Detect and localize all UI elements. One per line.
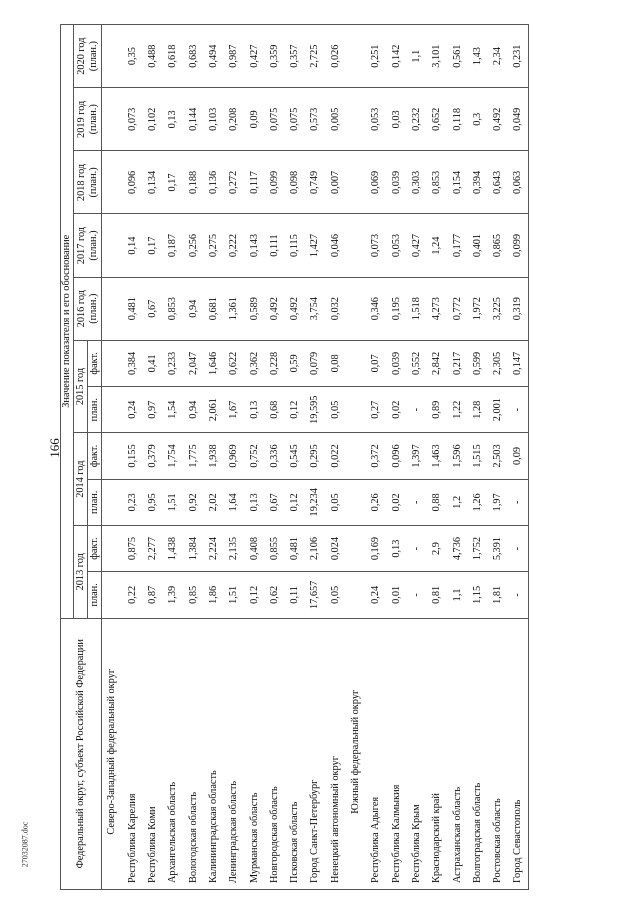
value-cell: 0,589 (244, 277, 264, 340)
subject-name: Республика Адыгея (366, 618, 386, 889)
value-cell (346, 340, 366, 386)
value-cell: 19,234 (305, 479, 325, 525)
value-cell: 0,683 (183, 25, 203, 88)
value-cell: 2,305 (488, 340, 508, 386)
table-row (447, 25, 467, 890)
fact-subheader: факт. (88, 525, 102, 571)
value-cell: - (508, 387, 529, 433)
page-number: 166 (47, 438, 62, 458)
value-cell (102, 25, 123, 88)
value-cell: 0,652 (427, 88, 447, 151)
value-cell: 1,972 (467, 277, 487, 340)
value-cell: 1,67 (224, 387, 244, 433)
subject-name: Архангельская область (163, 618, 183, 889)
value-cell: 0,749 (305, 151, 325, 214)
value-cell: 0,681 (203, 277, 223, 340)
value-cell: 0,67 (143, 277, 163, 340)
value-cell: - (508, 479, 529, 525)
value-cell: 0,772 (447, 277, 467, 340)
value-cell: 1,54 (163, 387, 183, 433)
value-cell: 0,12 (244, 572, 264, 618)
value-cell: 0,427 (244, 25, 264, 88)
value-cell: 0,02 (386, 479, 406, 525)
value-cell: 0,099 (264, 151, 284, 214)
year-header-2014: 2014 год (74, 433, 88, 526)
value-cell: 0,853 (163, 277, 183, 340)
value-cell: 0,169 (366, 525, 386, 571)
table-row (122, 25, 142, 890)
value-cell: 0,177 (447, 214, 467, 277)
value-cell: 0,005 (325, 88, 345, 151)
value-cell: 0,295 (305, 433, 325, 479)
value-cell: 1,754 (163, 433, 183, 479)
value-cell: - (406, 479, 426, 525)
value-cell: 0,552 (406, 340, 426, 386)
value-cell: 0,85 (183, 572, 203, 618)
value-cell: 0,147 (508, 340, 529, 386)
value-cell: 0,032 (325, 277, 345, 340)
value-cell: 1,51 (163, 479, 183, 525)
value-cell: 0,022 (325, 433, 345, 479)
value-cell: 1,15 (467, 572, 487, 618)
table-row (508, 25, 529, 890)
table-row (325, 25, 345, 890)
value-cell: 1,22 (447, 387, 467, 433)
value-cell: 0,231 (508, 25, 529, 88)
section-row (346, 25, 366, 890)
value-cell: 1,463 (427, 433, 447, 479)
value-cell: 1,39 (163, 572, 183, 618)
value-cell: 0,26 (366, 479, 386, 525)
value-cell: 0,188 (183, 151, 203, 214)
federal-district-name: Северо-Западный федеральный округ (102, 618, 123, 889)
value-cell: 0,24 (122, 387, 142, 433)
value-cell (102, 214, 123, 277)
table-row (406, 25, 426, 890)
value-cell: 0,853 (427, 151, 447, 214)
value-cell: 0,97 (143, 387, 163, 433)
year-header-2020: 2020 год (план.) (74, 25, 102, 88)
value-cell: 1,775 (183, 433, 203, 479)
value-cell: 0,969 (224, 433, 244, 479)
value-group-header: Значение показателя и его обоснование (61, 25, 74, 619)
value-cell: 2,277 (143, 525, 163, 571)
subject-name: Калининградская область (203, 618, 223, 889)
value-cell: 0,232 (406, 88, 426, 151)
value-cell: 0,073 (122, 88, 142, 151)
value-cell: 0,155 (122, 433, 142, 479)
value-cell: 0,272 (224, 151, 244, 214)
value-cell (346, 433, 366, 479)
value-cell: 0,069 (366, 151, 386, 214)
federal-district-name: Южный федеральный округ (346, 618, 366, 889)
subject-name: Вологодская область (183, 618, 203, 889)
table-row (143, 25, 163, 890)
value-cell: 0,039 (386, 340, 406, 386)
value-cell: 0,096 (386, 433, 406, 479)
value-cell: 2,224 (203, 525, 223, 571)
table-row (386, 25, 406, 890)
value-cell: 0,59 (285, 340, 305, 386)
value-cell: 0,195 (386, 277, 406, 340)
table-body (102, 25, 529, 890)
table-row (163, 25, 183, 890)
value-cell: 1,86 (203, 572, 223, 618)
subject-name: Мурманская область (244, 618, 264, 889)
value-cell: 0,13 (163, 88, 183, 151)
value-cell: 0,103 (203, 88, 223, 151)
value-cell (346, 525, 366, 571)
value-cell: 0,11 (285, 572, 305, 618)
value-cell: 0,89 (427, 387, 447, 433)
value-cell: 0,622 (224, 340, 244, 386)
value-cell: - (508, 525, 529, 571)
value-cell: 0,3 (467, 88, 487, 151)
value-cell: 0,05 (325, 572, 345, 618)
value-cell: 0,118 (447, 88, 467, 151)
value-cell (346, 387, 366, 433)
value-cell: 0,02 (386, 387, 406, 433)
table-row (305, 25, 325, 890)
value-cell (346, 88, 366, 151)
value-cell: - (508, 572, 529, 618)
value-cell: 0,14 (122, 214, 142, 277)
value-cell: 0,643 (488, 151, 508, 214)
value-cell: - (406, 572, 426, 618)
value-cell: 1,81 (488, 572, 508, 618)
value-cell: 0,01 (386, 572, 406, 618)
value-cell: 1,26 (467, 479, 487, 525)
value-cell: 0,35 (122, 25, 142, 88)
value-cell: 0,23 (122, 479, 142, 525)
plan-subheader: план. (88, 479, 102, 525)
value-cell: 0,039 (386, 151, 406, 214)
value-cell (102, 479, 123, 525)
value-cell: 2,061 (203, 387, 223, 433)
value-cell: 0,233 (163, 340, 183, 386)
value-cell: 1,43 (467, 25, 487, 88)
value-cell: 0,134 (143, 151, 163, 214)
value-cell: 0,102 (143, 88, 163, 151)
value-cell: 1,361 (224, 277, 244, 340)
value-cell: 0,136 (203, 151, 223, 214)
value-cell: 0,228 (264, 340, 284, 386)
value-cell: 1,64 (224, 479, 244, 525)
subject-name: Республика Калмыкия (386, 618, 406, 889)
value-cell: 0,07 (366, 340, 386, 386)
value-cell: 0,359 (264, 25, 284, 88)
value-cell: 0,075 (285, 88, 305, 151)
value-cell: 0,855 (264, 525, 284, 571)
value-cell: 0,362 (244, 340, 264, 386)
value-cell: 0,987 (224, 25, 244, 88)
value-cell: 1,1 (406, 25, 426, 88)
table-row (244, 25, 264, 890)
value-cell: 0,492 (285, 277, 305, 340)
value-cell: 2,106 (305, 525, 325, 571)
value-cell: 0,319 (508, 277, 529, 340)
value-cell: 1,97 (488, 479, 508, 525)
value-cell: 0,95 (143, 479, 163, 525)
value-cell: - (406, 525, 426, 571)
value-cell: 0,154 (447, 151, 467, 214)
value-cell: 0,545 (285, 433, 305, 479)
table-row (203, 25, 223, 890)
table-row (183, 25, 203, 890)
value-cell (102, 88, 123, 151)
value-cell: 0,217 (447, 340, 467, 386)
value-cell: 1,515 (467, 433, 487, 479)
fact-subheader: факт. (88, 340, 102, 386)
value-cell: 0,488 (143, 25, 163, 88)
subject-name: Ненецкий автономный округ (325, 618, 345, 889)
plan-subheader: план. (88, 387, 102, 433)
subject-header: Федеральный округ, субъект Российской Федерации (61, 618, 102, 889)
value-cell: 0,68 (264, 387, 284, 433)
value-cell: 2,503 (488, 433, 508, 479)
value-cell: 0,492 (488, 88, 508, 151)
value-cell: 0,09 (244, 88, 264, 151)
value-cell: 19,595 (305, 387, 325, 433)
value-cell (346, 25, 366, 88)
subject-name: Астраханская область (447, 618, 467, 889)
value-cell: 0,494 (203, 25, 223, 88)
value-cell: 0,408 (244, 525, 264, 571)
value-cell: 1,596 (447, 433, 467, 479)
value-cell: 0,81 (427, 572, 447, 618)
value-cell: 0,222 (224, 214, 244, 277)
value-cell: 0,187 (163, 214, 183, 277)
subject-name: Ростовская область (488, 618, 508, 889)
value-cell: 0,13 (244, 479, 264, 525)
value-cell: 0,03 (386, 88, 406, 151)
value-cell (346, 572, 366, 618)
value-cell: 0,372 (366, 433, 386, 479)
value-cell: 0,053 (366, 88, 386, 151)
value-cell: 0,17 (143, 214, 163, 277)
value-cell: 4,736 (447, 525, 467, 571)
value-cell: 17,657 (305, 572, 325, 618)
rotated-table-container (60, 24, 582, 890)
table-header (61, 25, 102, 890)
year-header-2016: 2016 год (план.) (74, 277, 102, 340)
table-row (285, 25, 305, 890)
subject-name: Ленинградская область (224, 618, 244, 889)
value-cell: 0,492 (264, 277, 284, 340)
table-row (488, 25, 508, 890)
value-cell: 2,842 (427, 340, 447, 386)
value-cell: 0,05 (325, 479, 345, 525)
value-cell: 0,401 (467, 214, 487, 277)
value-cell: 0,099 (508, 214, 529, 277)
value-cell: 0,075 (264, 88, 284, 151)
value-cell: 1,1 (447, 572, 467, 618)
value-cell: 0,88 (427, 479, 447, 525)
year-header-2015: 2015 год (74, 340, 88, 433)
value-cell: 0,256 (183, 214, 203, 277)
value-cell: 2,34 (488, 25, 508, 88)
value-cell (346, 277, 366, 340)
value-cell: 3,101 (427, 25, 447, 88)
value-cell: 0,063 (508, 151, 529, 214)
value-cell: 0,41 (143, 340, 163, 386)
footer-file-code: 27032087.doc (20, 821, 30, 868)
value-cell (346, 151, 366, 214)
value-cell: 0,09 (508, 433, 529, 479)
value-cell: 0,17 (163, 151, 183, 214)
value-cell: 0,62 (264, 572, 284, 618)
year-header-2013: 2013 год (74, 525, 88, 618)
value-cell (102, 340, 123, 386)
value-cell: 1,397 (406, 433, 426, 479)
value-cell: 2,047 (183, 340, 203, 386)
plan-subheader: план. (88, 572, 102, 618)
table-row (366, 25, 386, 890)
value-cell: 2,001 (488, 387, 508, 433)
subject-name: Город Севастополь (508, 618, 529, 889)
value-cell: 0,22 (122, 572, 142, 618)
value-cell: 0,384 (122, 340, 142, 386)
value-cell (346, 479, 366, 525)
value-cell: 0,24 (366, 572, 386, 618)
value-cell: 0,251 (366, 25, 386, 88)
value-cell: 0,481 (122, 277, 142, 340)
value-cell: - (406, 387, 426, 433)
value-cell: 0,12 (285, 387, 305, 433)
value-cell: 4,273 (427, 277, 447, 340)
value-cell: 0,865 (488, 214, 508, 277)
table-row (264, 25, 284, 890)
value-cell: 0,053 (386, 214, 406, 277)
value-cell: 0,394 (467, 151, 487, 214)
value-cell: 0,481 (285, 525, 305, 571)
value-cell: 0,144 (183, 88, 203, 151)
value-cell: 0,046 (325, 214, 345, 277)
subject-name: Псковская область (285, 618, 305, 889)
value-cell: 0,92 (183, 479, 203, 525)
table-row (427, 25, 447, 890)
value-cell (346, 214, 366, 277)
value-cell: 0,007 (325, 151, 345, 214)
value-cell: 0,13 (386, 525, 406, 571)
value-cell: 0,208 (224, 88, 244, 151)
subject-name: Краснодарский край (427, 618, 447, 889)
year-header-2019: 2019 год (план.) (74, 88, 102, 151)
value-cell: 1,518 (406, 277, 426, 340)
table-row (224, 25, 244, 890)
value-cell: 0,026 (325, 25, 345, 88)
value-cell: 0,67 (264, 479, 284, 525)
value-cell: 0,08 (325, 340, 345, 386)
value-cell: 0,599 (467, 340, 487, 386)
value-cell: 2,9 (427, 525, 447, 571)
value-cell (102, 525, 123, 571)
value-cell: 2,02 (203, 479, 223, 525)
value-cell (102, 433, 123, 479)
value-cell: 0,303 (406, 151, 426, 214)
value-cell: 0,275 (203, 214, 223, 277)
value-cell: 1,438 (163, 525, 183, 571)
value-cell: 0,13 (244, 387, 264, 433)
subject-name: Республика Карелия (122, 618, 142, 889)
value-cell: 1,24 (427, 214, 447, 277)
value-cell: 3,225 (488, 277, 508, 340)
fact-subheader: факт. (88, 433, 102, 479)
value-cell: 0,752 (244, 433, 264, 479)
subject-name: Республика Крым (406, 618, 426, 889)
subject-name: Волгоградская область (467, 618, 487, 889)
value-cell: 2,135 (224, 525, 244, 571)
table-row (467, 25, 487, 890)
value-cell (102, 151, 123, 214)
section-row (102, 25, 123, 890)
subject-name: Новгородская область (264, 618, 284, 889)
value-cell: 1,28 (467, 387, 487, 433)
value-cell: 1,427 (305, 214, 325, 277)
value-cell: 2,725 (305, 25, 325, 88)
value-cell: 0,94 (183, 387, 203, 433)
value-cell: 1,384 (183, 525, 203, 571)
value-cell: 1,646 (203, 340, 223, 386)
value-cell: 0,079 (305, 340, 325, 386)
value-cell: 0,096 (122, 151, 142, 214)
value-cell: 0,024 (325, 525, 345, 571)
value-cell: 0,346 (366, 277, 386, 340)
value-cell: 0,336 (264, 433, 284, 479)
value-cell: 0,94 (183, 277, 203, 340)
value-cell: 0,143 (244, 214, 264, 277)
value-cell (102, 277, 123, 340)
value-cell: 3,754 (305, 277, 325, 340)
value-cell: 0,357 (285, 25, 305, 88)
value-cell: 0,87 (143, 572, 163, 618)
value-cell: 0,27 (366, 387, 386, 433)
value-cell: 0,049 (508, 88, 529, 151)
value-cell: 0,073 (366, 214, 386, 277)
value-cell: 0,111 (264, 214, 284, 277)
value-cell: 0,142 (386, 25, 406, 88)
value-cell: 0,618 (163, 25, 183, 88)
value-cell: 0,05 (325, 387, 345, 433)
value-cell: 0,875 (122, 525, 142, 571)
value-cell: 0,573 (305, 88, 325, 151)
value-cell (102, 572, 123, 618)
value-cell (102, 387, 123, 433)
value-cell: 5,391 (488, 525, 508, 571)
value-cell: 0,117 (244, 151, 264, 214)
indicator-table (60, 24, 529, 890)
year-header-2017: 2017 год (план.) (74, 214, 102, 277)
value-cell: 0,098 (285, 151, 305, 214)
value-cell: 1,938 (203, 433, 223, 479)
value-cell: 0,12 (285, 479, 305, 525)
year-header-2018: 2018 год (план.) (74, 151, 102, 214)
value-cell: 1,51 (224, 572, 244, 618)
value-cell: 0,427 (406, 214, 426, 277)
value-cell: 1,752 (467, 525, 487, 571)
value-cell: 0,115 (285, 214, 305, 277)
subject-name: Город Санкт-Петербург (305, 618, 325, 889)
value-cell: 0,379 (143, 433, 163, 479)
value-cell: 1,2 (447, 479, 467, 525)
value-cell: 0,561 (447, 25, 467, 88)
subject-name: Республика Коми (143, 618, 163, 889)
